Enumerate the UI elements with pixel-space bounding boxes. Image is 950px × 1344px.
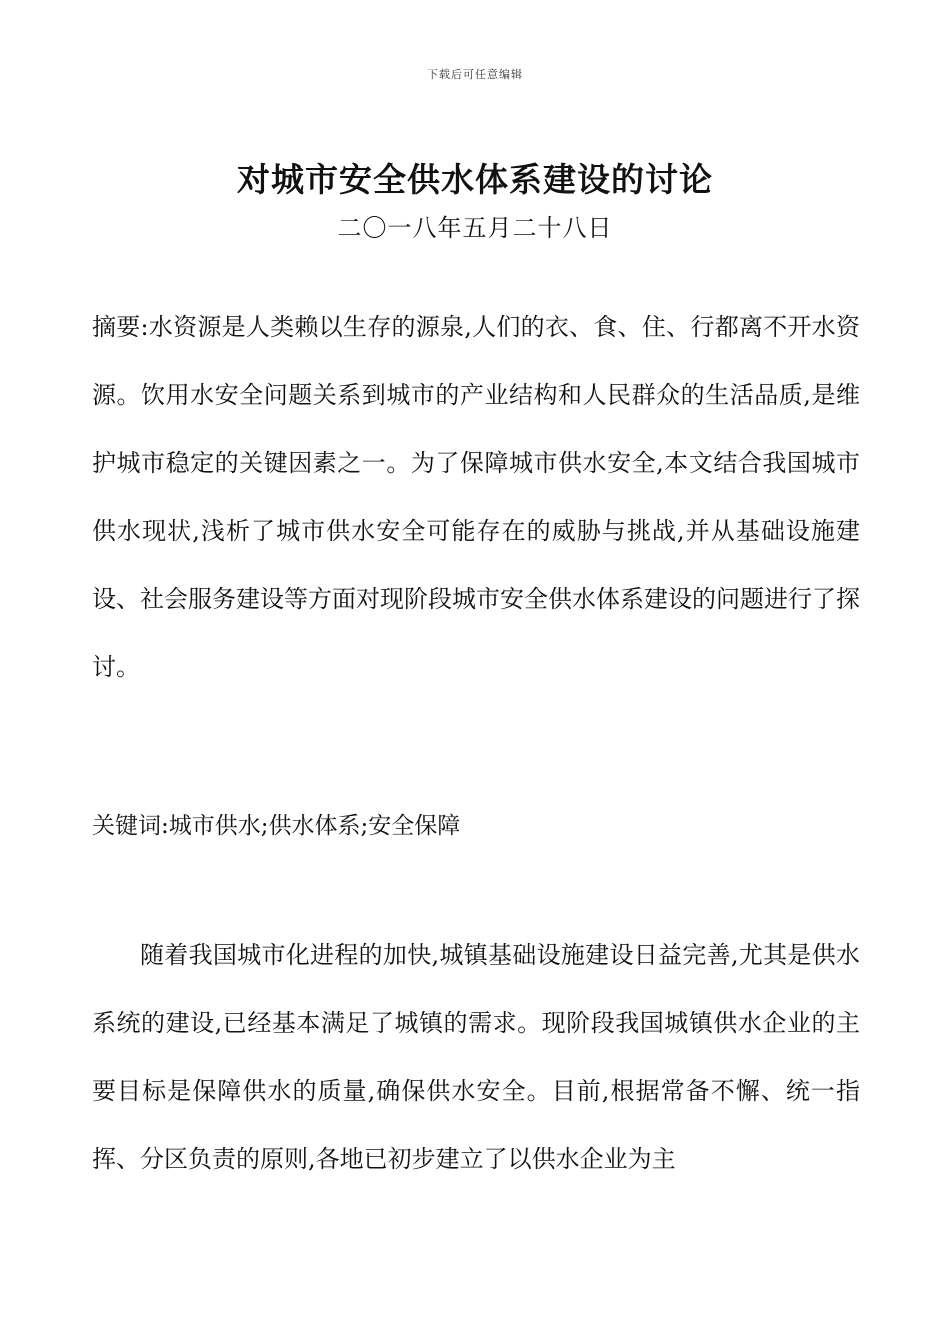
abstract-paragraph: 摘要:水资源是人类赖以生存的源泉,人们的衣、食、住、行都离不开水资源。饮用水安全问题关系到城市的产业结构和人民群众的生活品质,是维护城市稳定的关键因素之一。为了保障城市供水安全,本文结合我国城市供水现状,浅析了城市供水安全可能存在的威胁与挑战,并从基础设施建设、社会服务建设等方面对现阶段城市安全供水体系建设的问题进行了探讨。 [92,313,860,681]
intro-paragraph: 随着我国城市化进程的加快,城镇基础设施建设日益完善,尤其是供水系统的建设,已经基本满足了城镇的需求。现阶段我国城镇供水企业的主要目标是保障供水的质量,确保供水安全。目前,根据常备不懈、统一指挥、分区负责的原则,各地已初步建立了以供水企业为主 [92,941,860,1173]
keywords-line: 关键词:城市供水;供水体系;安全保障 [92,813,461,839]
document-title: 对城市安全供水体系建设的讨论 [237,160,713,199]
header-note: 下载后可任意编辑 [427,68,523,81]
document-date: 二〇一八年五月二十八日 [337,214,613,242]
